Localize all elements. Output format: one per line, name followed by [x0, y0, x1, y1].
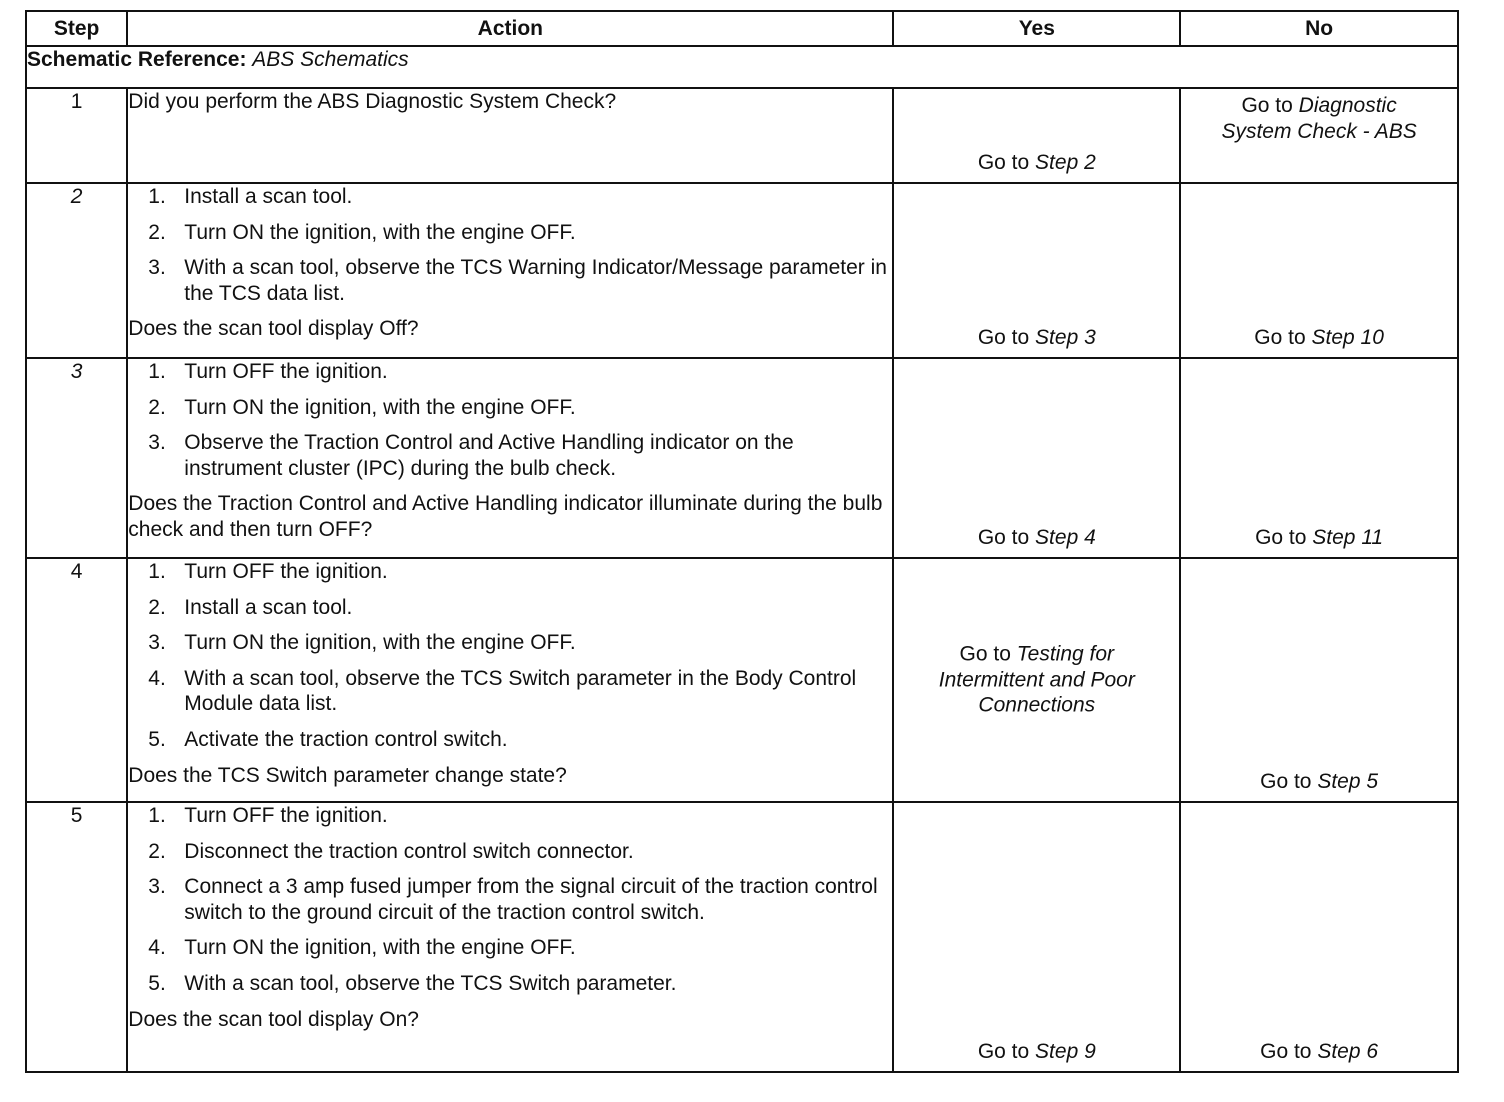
substep-number: 1. [148, 360, 166, 383]
substep-item [128, 935, 892, 961]
substep-item [128, 220, 892, 246]
no-target-link[interactable]: Step 6 [1317, 1040, 1379, 1064]
yes-target-link[interactable]: Testing for Intermittent and Poor Connections [938, 642, 1135, 717]
substep-text: Turn ON the ignition, with the engine OFF. [184, 936, 576, 960]
substep-number: 2. [148, 395, 166, 419]
no-prefix: Go to [1255, 526, 1307, 550]
header-yes: Yes [893, 11, 1180, 46]
step-row-4 [26, 558, 1458, 802]
step-question: Does the scan tool display Off? [128, 317, 419, 341]
header-no: No [1180, 11, 1458, 46]
substep-text: Turn ON the ignition, with the engine OFF. [184, 220, 576, 244]
no-prefix: Go to [1254, 326, 1306, 350]
no-prefix: Go to [1241, 94, 1293, 117]
substep-item [128, 184, 892, 210]
substep-list [128, 803, 892, 997]
no-cell [1180, 88, 1458, 183]
substep-number: 1. [148, 804, 166, 827]
substep-number: 4. [148, 936, 166, 960]
schematic-reference-row [26, 46, 1458, 88]
substep-number: 3. [148, 631, 166, 655]
substep-text: With a scan tool, observe the TCS Switch parameter. [184, 972, 677, 996]
substep-item [128, 559, 892, 585]
substep-text: Turn ON the ignition, with the engine OFF. [184, 395, 576, 419]
yes-cell [893, 183, 1180, 358]
no-prefix: Go to [1260, 1040, 1312, 1064]
yes-cell [893, 88, 1180, 183]
schematic-reference-label: Schematic Reference: [27, 48, 247, 71]
yes-prefix: Go to [977, 526, 1030, 550]
yes-target-link[interactable]: Step 3 [1035, 326, 1096, 350]
no-cell [1180, 558, 1458, 802]
no-target-link[interactable]: Step 11 [1312, 526, 1384, 550]
substep-text: Install a scan tool. [184, 185, 353, 208]
substep-number: 3. [148, 431, 166, 455]
substep-text: Turn ON the ignition, with the engine OFF. [184, 631, 576, 655]
diagnostic-table [25, 10, 1459, 1073]
step-question: Did you perform the ABS Diagnostic System Check? [128, 90, 617, 113]
substep-text: Install a scan tool. [184, 595, 353, 619]
step-row-2 [26, 183, 1458, 358]
no-result [1181, 1039, 1457, 1065]
yes-result [894, 642, 1179, 719]
substep-number: 3. [148, 256, 166, 280]
substep-item [128, 359, 892, 385]
step-number-cell [26, 802, 127, 1072]
substep-item [128, 971, 892, 997]
substep-text: With a scan tool, observe the TCS Switch parameter in the Body Control Module data list. [184, 666, 857, 716]
no-result [1181, 89, 1457, 144]
step-number: 2 [70, 185, 83, 208]
step-number-cell [26, 558, 127, 802]
yes-prefix: Go to [977, 1040, 1030, 1064]
substep-item [128, 874, 892, 925]
step-question: Does the Traction Control and Active Handling indicator illuminate during the bulb check and then turn OFF? [128, 492, 883, 542]
substep-text: With a scan tool, observe the TCS Warning Indicator/Message parameter in the TCS data list. [184, 256, 887, 305]
step-question: Does the scan tool display On? [128, 1007, 419, 1031]
step-number-cell [26, 88, 127, 183]
schematic-reference-link[interactable]: ABS Schematics [252, 48, 409, 71]
substep-number: 2. [148, 839, 166, 863]
substep-item [128, 595, 892, 621]
no-target-link[interactable]: Step 10 [1311, 326, 1384, 350]
substep-number: 2. [148, 220, 166, 244]
schematic-reference [26, 46, 1458, 88]
yes-cell [893, 358, 1180, 558]
substep-text: Turn OFF the ignition. [184, 804, 388, 827]
action-cell [127, 88, 893, 183]
no-result [1181, 325, 1457, 351]
substep-item [128, 803, 892, 829]
step-question: Does the TCS Switch parameter change state? [128, 763, 567, 787]
no-cell [1180, 802, 1458, 1072]
no-target-link[interactable]: Diagnostic System Check - ABS [1221, 94, 1417, 143]
yes-prefix: Go to [977, 326, 1030, 350]
substep-list [128, 184, 892, 306]
no-prefix: Go to [1260, 770, 1312, 794]
yes-cell [893, 558, 1180, 802]
step-row-3 [26, 358, 1458, 558]
header-step: Step [26, 11, 127, 46]
yes-target-link[interactable]: Step 4 [1035, 526, 1096, 550]
yes-cell [893, 802, 1180, 1072]
action-cell [127, 358, 893, 558]
substep-number: 2. [148, 595, 166, 619]
substep-item [128, 839, 892, 865]
no-result [1181, 525, 1457, 551]
action-cell [127, 183, 893, 358]
step-number: 3 [70, 360, 83, 383]
yes-prefix: Go to [977, 151, 1030, 175]
substep-list [128, 559, 892, 753]
header-action: Action [127, 11, 893, 46]
yes-result [894, 525, 1179, 551]
yes-target-link[interactable]: Step 2 [1035, 151, 1096, 175]
substep-number: 1. [148, 560, 166, 583]
substep-text: Activate the traction control switch. [184, 728, 508, 752]
substep-item [128, 255, 892, 306]
yes-result [894, 150, 1179, 176]
substep-number: 4. [148, 666, 166, 690]
substep-text: Turn OFF the ignition. [184, 560, 388, 583]
substep-list [128, 359, 892, 481]
step-number-cell [26, 183, 127, 358]
substep-number: 5. [148, 728, 166, 752]
yes-result [894, 1039, 1179, 1065]
substep-text: Observe the Traction Control and Active Handling indicator on the instrument cluster (IPC) during the bulb check. [184, 431, 794, 480]
step-row-1 [26, 88, 1458, 183]
substep-text: Connect a 3 amp fused jumper from the signal circuit of the traction control switch to the ground circuit of the traction control switch. [184, 875, 878, 924]
no-result [1181, 769, 1457, 795]
no-cell [1180, 358, 1458, 558]
yes-target-link[interactable]: Step 9 [1035, 1040, 1096, 1064]
action-cell [127, 558, 893, 802]
step-row-5 [26, 802, 1458, 1072]
substep-item [128, 395, 892, 421]
step-number: 5 [70, 804, 83, 827]
substep-number: 3. [148, 875, 166, 899]
no-target-link[interactable]: Step 5 [1317, 770, 1379, 794]
yes-prefix: Go to [959, 642, 1011, 666]
substep-text: Disconnect the traction control switch connector. [184, 839, 634, 863]
header-row [26, 11, 1458, 46]
substep-item [128, 727, 892, 753]
step-number: 4 [70, 560, 83, 583]
substep-number: 5. [148, 972, 166, 996]
yes-result [894, 325, 1179, 351]
step-number: 1 [70, 90, 83, 113]
substep-number: 1. [148, 185, 166, 208]
substep-item [128, 666, 892, 717]
substep-item [128, 630, 892, 656]
action-cell [127, 802, 893, 1072]
substep-text: Turn OFF the ignition. [184, 360, 388, 383]
step-number-cell [26, 358, 127, 558]
no-cell [1180, 183, 1458, 358]
substep-item [128, 430, 892, 481]
